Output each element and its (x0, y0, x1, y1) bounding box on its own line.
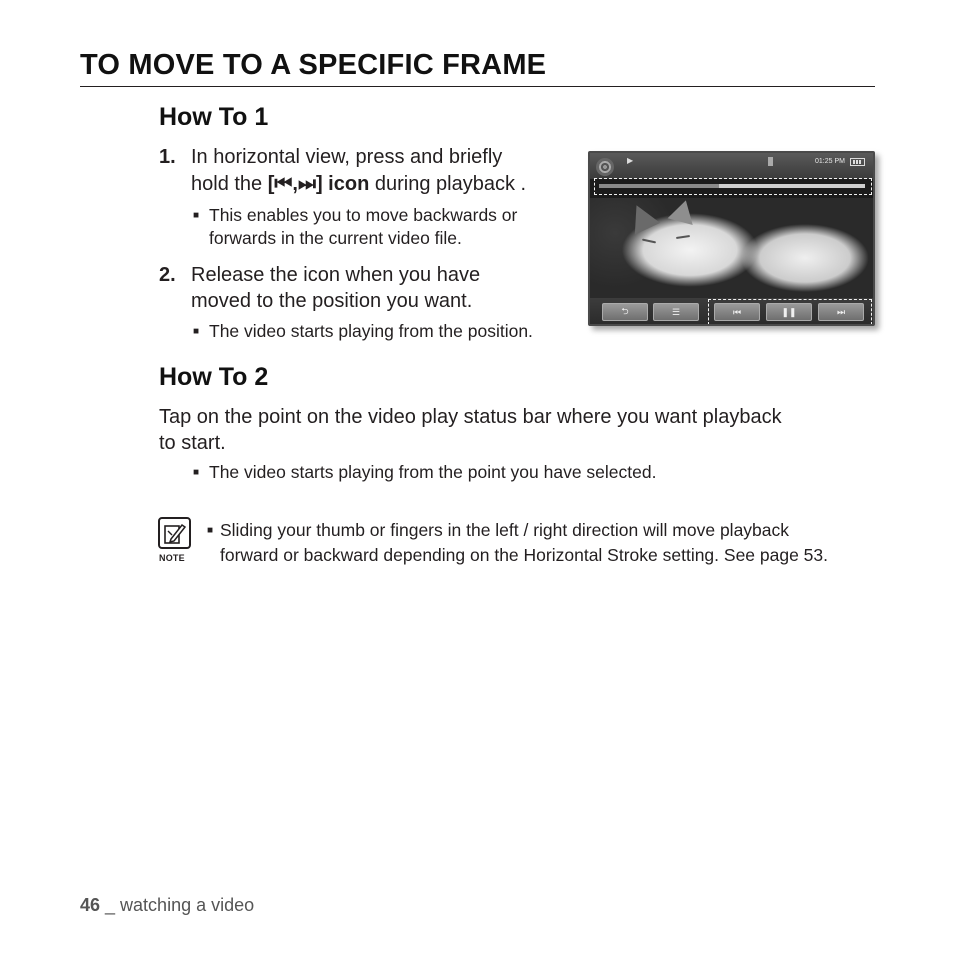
cat-eye (642, 239, 656, 244)
bullet-mark: ■ (193, 210, 200, 221)
step-1-number: 1. (159, 146, 176, 168)
play-icon: ▶ (627, 156, 634, 165)
bullet-mark: ■ (207, 525, 214, 536)
device-screenshot (588, 151, 875, 326)
step-2-line-2: moved to the position you want. (191, 290, 473, 312)
skip-icons-label (268, 173, 370, 195)
step-1-line-2-prefix: hold the (191, 173, 268, 195)
how-to-2-paragraph (159, 404, 874, 456)
file-icon (768, 157, 773, 166)
rewind-icon[interactable]: ⏮ (714, 303, 760, 321)
icon-word: icon (322, 173, 370, 195)
fast-forward-icon[interactable]: ⏭ (818, 303, 864, 321)
footer-separator: _ (100, 895, 121, 915)
bullet-mark: ■ (193, 326, 200, 337)
video-status-track[interactable] (599, 184, 865, 188)
video-status-bar-highlight[interactable] (594, 178, 872, 195)
film-reel-icon (596, 158, 614, 176)
step-2 (159, 262, 559, 316)
device-clock: 01:25 PM (815, 158, 845, 165)
footer-section: watching a video (120, 895, 255, 915)
back-icon[interactable]: ⮌ (602, 303, 648, 321)
page-footer (80, 895, 254, 916)
skip-icons: [⏮,⏭] (267, 173, 323, 195)
cat-ear (624, 199, 660, 234)
step-1-line-2-suffix: during playback . (369, 173, 527, 195)
device-top-bar (590, 153, 873, 179)
note-text (207, 518, 877, 568)
step-1-line-1: In horizontal view, press and briefly (191, 146, 503, 168)
note-label: NOTE (159, 553, 185, 563)
step-1-bullet (193, 204, 573, 250)
how-to-2-line-2: to start. (159, 432, 226, 454)
pause-icon[interactable]: ❚❚ (766, 303, 812, 321)
cat-eye (676, 235, 690, 239)
step-1 (159, 144, 559, 200)
video-frame (590, 198, 873, 298)
page-title: TO MOVE TO A SPECIFIC FRAME (80, 49, 547, 81)
video-status-fill (599, 184, 719, 188)
page-number: 46 (80, 895, 101, 915)
note-line-2: forward or backward depending on the Horizontal Stroke setting. See page 53. (220, 545, 829, 565)
step-1-line-2 (191, 171, 526, 198)
step-2-bullet-text: The video starts playing from the position. (209, 321, 533, 341)
how-to-2-heading: How To 2 (159, 363, 269, 391)
how-to-2-bullet-text: The video starts playing from the point you have selected. (209, 462, 657, 482)
note-line-1: Sliding your thumb or fingers in the left / right direction will move playback (220, 520, 790, 540)
step-1-bullet-line-2: forwards in the current video file. (209, 228, 462, 248)
how-to-2-bullet (193, 461, 723, 484)
bullet-mark: ■ (193, 467, 200, 478)
step-2-number: 2. (159, 264, 176, 286)
battery-icon (850, 158, 865, 166)
step-2-line-1: Release the icon when you have (191, 264, 481, 286)
step-1-bullet-line-1: This enables you to move backwards or (209, 205, 518, 225)
cat-ear (668, 197, 699, 225)
title-rule (80, 86, 875, 87)
how-to-1-heading: How To 1 (159, 103, 269, 131)
device-control-bar (590, 298, 873, 326)
how-to-2-line-1: Tap on the point on the video play status bar where you want playback (159, 406, 782, 428)
note-icon (158, 517, 191, 549)
step-2-bullet (193, 320, 583, 343)
menu-icon[interactable]: ☰ (653, 303, 699, 321)
